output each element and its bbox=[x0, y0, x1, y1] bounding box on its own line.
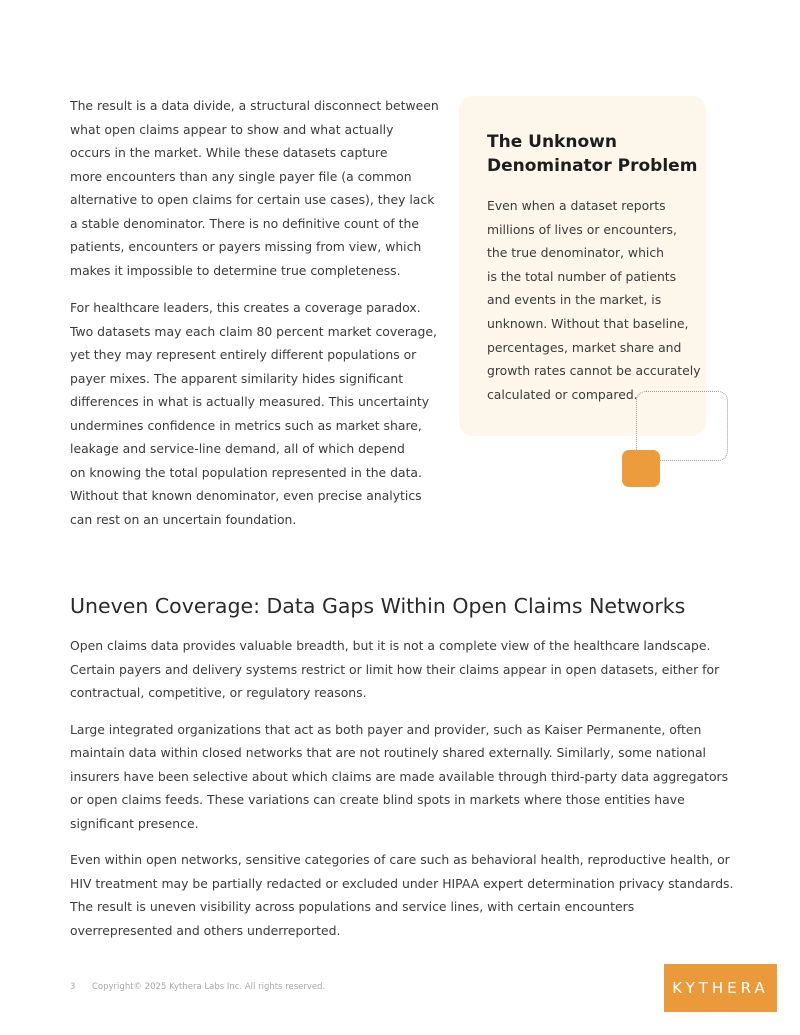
text-line: The result is a data divide, a structural disconnect between bbox=[70, 98, 439, 113]
callout-line: and events in the market, is bbox=[487, 292, 662, 308]
callout-line: growth rates cannot be accurately bbox=[487, 363, 701, 379]
logo-wordmark: KYTHERA bbox=[672, 979, 769, 997]
text-line: payer mixes. The apparent similarity hides significant bbox=[70, 370, 404, 386]
text-line: undermines confidence in metrics such as market share, bbox=[70, 417, 422, 433]
text-line: patients, encounters or payers missing from view, which bbox=[70, 239, 422, 254]
callout-title-line: Denominator Problem bbox=[487, 156, 698, 176]
text-line: For healthcare leaders, this creates a coverage paradox. bbox=[70, 300, 421, 315]
section-paragraph: Open claims data provides valuable breadth, but it is not a complete view of the healthcare landscape. Certain payers and delivery systems restrict or limit how their claims appear in open datasets, either for contractual, competitive, or regulatory reasons. bbox=[70, 638, 720, 700]
callout-title bbox=[487, 130, 697, 178]
kythera-logo bbox=[664, 964, 777, 1012]
text-line: on knowing the total population represented in the data. bbox=[70, 464, 422, 480]
page-number: 3 bbox=[70, 982, 76, 992]
text-line: occurs in the market. While these datasets capture bbox=[70, 145, 388, 160]
section-paragraph: Large integrated organizations that act as both payer and provider, such as Kaiser Permanente, often maintain data within closed networks that are not routinely shared externally. Similarly, some national insurers have been selective about which claims are made available through third-party data aggregators or open claims feeds. These variations can create blind spots in markets where those entities have significant presence. bbox=[70, 721, 729, 831]
text-line: Without that known denominator, even precise analytics bbox=[70, 488, 422, 503]
text-line: makes it impossible to determine true completeness. bbox=[70, 262, 401, 278]
text-line: yet they may represent entirely different populations or bbox=[70, 347, 417, 362]
text-line: alternative to open claims for certain use cases), they lack bbox=[70, 192, 435, 207]
text-line: more encounters than any single payer file (a common bbox=[70, 168, 412, 184]
callout-title-line: The Unknown bbox=[487, 132, 617, 152]
text-line: Two datasets may each claim 80 percent market coverage, bbox=[70, 323, 437, 339]
callout-line: is the total number of patients bbox=[487, 268, 677, 284]
copyright-notice: Copyright© 2025 Kythera Labs Inc. All rights reserved. bbox=[92, 982, 326, 992]
left-column bbox=[70, 94, 439, 545]
paragraph-data-divide bbox=[70, 94, 439, 282]
decorative-orange-square bbox=[622, 450, 660, 487]
paragraph-coverage-paradox bbox=[70, 296, 437, 531]
callout-line: Even when a dataset reports bbox=[487, 198, 666, 213]
callout-line: calculated or compared. bbox=[487, 386, 638, 402]
text-line: a stable denominator. There is no definitive count of the bbox=[70, 215, 419, 231]
uneven-coverage-section bbox=[70, 592, 735, 955]
text-line: what open claims appear to show and what actually bbox=[70, 121, 394, 137]
section-heading: Uneven Coverage: Data Gaps Within Open Claims Networks bbox=[70, 594, 686, 618]
callout-box bbox=[459, 96, 706, 436]
callout-line: percentages, market share and bbox=[487, 339, 682, 355]
callout-line: millions of lives or encounters, bbox=[487, 221, 677, 237]
callout-body bbox=[487, 194, 702, 406]
callout-line: the true denominator, which bbox=[487, 245, 665, 261]
text-line: differences in what is actually measured. This uncertainty bbox=[70, 394, 430, 409]
text-line: can rest on an uncertain foundation. bbox=[70, 511, 297, 527]
callout-line: unknown. Without that baseline, bbox=[487, 315, 689, 331]
section-paragraph: Even within open networks, sensitive categories of care such as behavioral health, reproductive health, or HIV treatment may be partially redacted or excluded under HIPAA expert determination privacy standards. The result is uneven visibility across populations and service lines, with certain encounters overrepresented and others underreported. bbox=[70, 852, 734, 938]
text-line: leakage and service-line demand, all of which depend bbox=[70, 441, 405, 456]
